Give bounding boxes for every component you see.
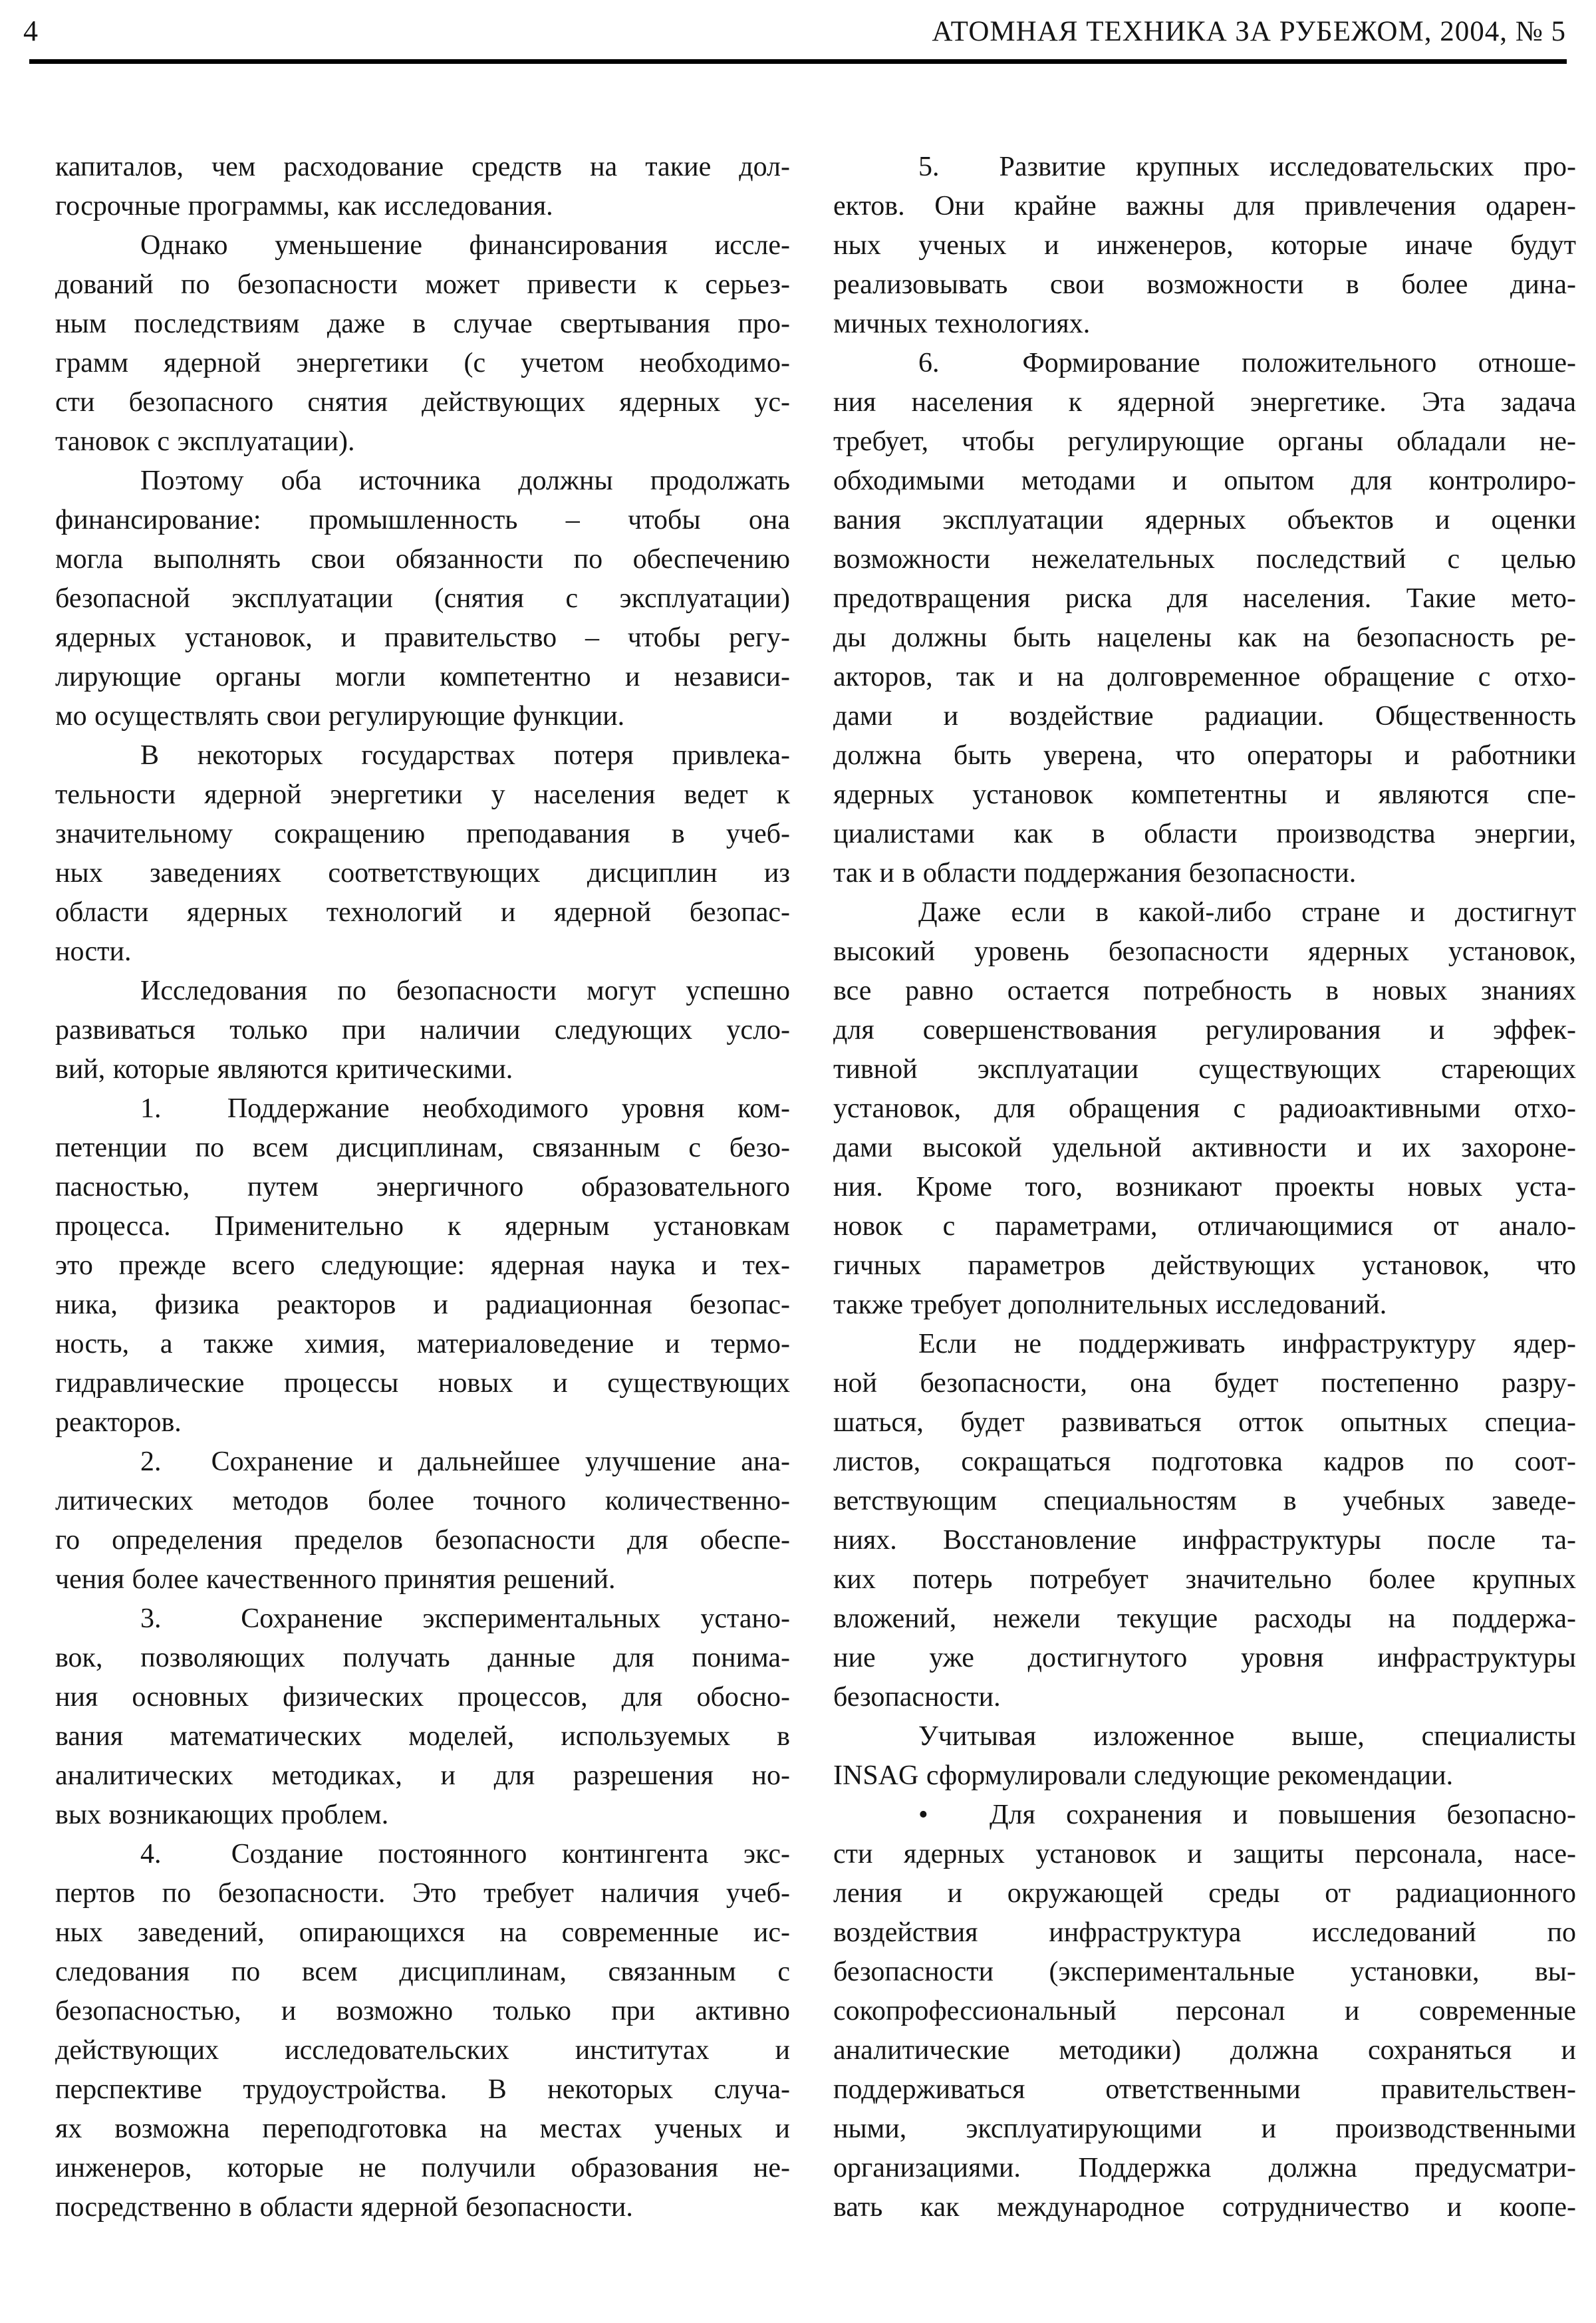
text-line: ядерных установок компетентны и являются спе- <box>833 779 1576 810</box>
paragraph <box>833 1796 1576 2227</box>
text-line: вий, которые являются критическими. <box>55 1054 513 1085</box>
text-line: ких потерь потребует значительно более крупных <box>833 1564 1576 1595</box>
text-line: ных ученых и инженеров, которые иначе будут <box>833 230 1576 261</box>
text-line: дований по безопасности может привести к серьез- <box>55 269 790 300</box>
text-line: 4. Создание постоянного контингента экс- <box>140 1839 790 1869</box>
paragraph <box>833 148 1576 344</box>
text-line: следования по всем дисциплинам, связанным с <box>55 1957 790 1987</box>
text-line: обходимыми методами и опытом для контролиро- <box>833 466 1576 496</box>
text-line: развиваться только при наличии следующих усло- <box>55 1015 790 1045</box>
text-line: ядерных установок, и правительство – чтобы регу- <box>55 622 790 653</box>
text-line: вать как международное сотрудничество и коопе- <box>833 2192 1576 2223</box>
text-line: так и в области поддержания безопасности. <box>833 858 1357 888</box>
text-line: дами и воздействие радиации. Общественность <box>833 701 1576 732</box>
text-line: ной безопасности, она будет постепенно разру- <box>833 1368 1576 1399</box>
text-line: ным последствиям даже в случае свертывания про- <box>55 309 790 339</box>
text-line: безопасности. <box>833 1682 1001 1712</box>
paragraph <box>55 148 790 226</box>
text-line: капиталов, чем расходование средств на такие дол- <box>55 152 790 182</box>
text-line: установок, для обращения с радиоактивными отхо- <box>833 1093 1576 1124</box>
text-line: 1. Поддержание необходимого уровня ком- <box>140 1093 790 1124</box>
text-line: 3. Сохранение экспериментальных устано- <box>140 1603 790 1634</box>
text-line: высокий уровень безопасности ядерных установок, <box>833 936 1576 967</box>
text-line: ность, а также химия, материаловедение и термо- <box>55 1329 790 1359</box>
text-line: ных заведений, опирающихся на современные ис- <box>55 1917 790 1948</box>
text-line: госрочные программы, как исследования. <box>55 191 553 221</box>
text-line: сокопрофессиональный персонал и современные <box>833 1996 1576 2026</box>
text-line: листов, сокращаться подготовка кадров по соот- <box>833 1446 1576 1477</box>
paragraph <box>833 893 1576 1325</box>
text-line: Однако уменьшение финансирования иссле- <box>140 230 790 261</box>
text-line: вложений, нежели текущие расходы на поддержа- <box>833 1603 1576 1634</box>
text-line: инженеров, которые не получили образования не- <box>55 2153 790 2183</box>
text-line: ды должны быть нацелены как на безопасность ре- <box>833 622 1576 653</box>
paragraph <box>833 1717 1576 1796</box>
text-line: безопасностью, и возможно только при активно <box>55 1996 790 2026</box>
text-line: гидравлические процессы новых и существующих <box>55 1368 790 1399</box>
text-line: новок с параметрами, отличающимися от анало- <box>833 1211 1576 1242</box>
text-line: 2. Сохранение и дальнейшее улучшение ана- <box>140 1446 790 1477</box>
text-line: ных заведениях соответствующих дисциплин из <box>55 858 790 888</box>
text-line: Поэтому оба источника должны продолжать <box>140 466 790 496</box>
text-line: тельности ядерной энергетики у населения ведет к <box>55 779 790 810</box>
text-line: • Для сохранения и повышения безопасно- <box>918 1800 1576 1830</box>
text-line: перспективе трудоустройства. В некоторых случа- <box>55 2074 790 2105</box>
text-line: Если не поддерживать инфраструктуру ядер- <box>918 1329 1576 1359</box>
text-line: ниях. Восстановление инфраструктуры после та- <box>833 1525 1576 1556</box>
text-line: действующих исследовательских институтах и <box>55 2035 790 2066</box>
text-line: 6. Формирование положительного отноше- <box>918 348 1576 378</box>
text-line: значительному сокращению преподавания в учеб- <box>55 819 790 849</box>
text-line: могла выполнять свои обязанности по обеспечению <box>55 544 790 575</box>
left-column <box>55 148 790 2227</box>
text-line: воздействия инфраструктура исследований по <box>833 1917 1576 1948</box>
text-line: реализовывать свои возможности в более дина- <box>833 269 1576 300</box>
journal-title: АТОМНАЯ ТЕХНИКА ЗА РУБЕЖОМ, 2004, № 5 <box>932 16 1566 47</box>
text-line: вания математических моделей, используемых в <box>55 1721 790 1752</box>
text-line: ния основных физических процессов, для обосно- <box>55 1682 790 1712</box>
text-line: требует, чтобы регулирующие органы обладали не- <box>833 426 1576 457</box>
text-line: шаться, будет развиваться отток опытных специа- <box>833 1407 1576 1438</box>
paragraph <box>55 1442 790 1599</box>
text-line: пасностью, путем энергичного образовательного <box>55 1172 790 1202</box>
text-line: ника, физика реакторов и радиационная безопас- <box>55 1290 790 1320</box>
text-line: для совершенствования регулирования и эффек- <box>833 1015 1576 1045</box>
page-number: 4 <box>23 15 38 47</box>
text-line: грамм ядерной энергетики (с учетом необходимо- <box>55 348 790 378</box>
text-line: ности. <box>55 936 132 967</box>
right-column <box>833 148 1576 2227</box>
paragraph <box>55 972 790 1089</box>
text-line: поддерживаться ответственными правительствен- <box>833 2074 1576 2105</box>
text-line: мичных технологиях. <box>833 309 1091 339</box>
text-columns <box>0 148 1596 2227</box>
text-line: организациями. Поддержка должна предусматри- <box>833 2153 1576 2183</box>
text-line: дами высокой удельной активности и их захороне- <box>833 1133 1576 1163</box>
text-line: ветствующим специальностям в учебных заведе- <box>833 1486 1576 1516</box>
text-line: вок, позволяющих получать данные для понима- <box>55 1643 790 1673</box>
text-line: это прежде всего следующие: ядерная наука и тех- <box>55 1250 790 1281</box>
text-line: безопасности (экспериментальные установки, вы- <box>833 1957 1576 1987</box>
text-line: области ядерных технологий и ядерной безопас- <box>55 897 790 928</box>
text-line: В некоторых государствах потеря привлека- <box>140 740 790 771</box>
text-line: гичных параметров действующих установок, что <box>833 1250 1576 1281</box>
text-line: все равно остается потребность в новых знаниях <box>833 976 1576 1006</box>
text-line: ными, эксплуатирующими и производственными <box>833 2114 1576 2144</box>
text-line: акторов, так и на долговременное обращение с отхо- <box>833 662 1576 692</box>
text-line: ния. Кроме того, возникают проекты новых уста- <box>833 1172 1576 1202</box>
text-line: вых возникающих проблем. <box>55 1800 389 1830</box>
header-rule <box>29 59 1567 64</box>
paragraph <box>55 226 790 462</box>
page-header <box>0 0 1596 49</box>
text-line: ние уже достигнутого уровня инфраструктуры <box>833 1643 1576 1673</box>
paragraph <box>55 1599 790 1835</box>
text-line: тановок с эксплуатации). <box>55 426 355 457</box>
paragraph <box>55 736 790 972</box>
paragraph <box>55 1835 790 2227</box>
text-line: тивной эксплуатации существующих стареющих <box>833 1054 1576 1085</box>
text-line: чения более качественного принятия решений. <box>55 1564 616 1595</box>
text-line: 5. Развитие крупных исследовательских про- <box>918 152 1576 182</box>
text-line: циалистами как в области производства энергии, <box>833 819 1576 849</box>
text-line: безопасной эксплуатации (снятия с эксплуатации) <box>55 583 790 614</box>
text-line: Учитывая изложенное выше, специалисты <box>918 1721 1576 1752</box>
paragraph <box>55 1089 790 1442</box>
text-line: аналитические методики) должна сохраняться и <box>833 2035 1576 2066</box>
text-line: Даже если в какой-либо стране и достигнут <box>918 897 1576 928</box>
text-line: возможности нежелательных последствий с целью <box>833 544 1576 575</box>
text-line: процесса. Применительно к ядерным установкам <box>55 1211 790 1242</box>
paragraph <box>55 462 790 736</box>
text-line: INSAG сформулировали следующие рекомендации. <box>833 1760 1454 1791</box>
text-line: вания эксплуатации ядерных объектов и оценки <box>833 505 1576 535</box>
text-line: сти безопасного снятия действующих ядерных ус- <box>55 387 790 418</box>
text-line: финансирование: промышленность – чтобы она <box>55 505 790 535</box>
text-line: ния населения к ядерной энергетике. Эта задача <box>833 387 1576 418</box>
text-line: ектов. Они крайне важны для привлечения одарен- <box>833 191 1576 221</box>
text-line: го определения пределов безопасности для обеспе- <box>55 1525 790 1556</box>
text-line: реакторов. <box>55 1407 182 1438</box>
text-line: петенции по всем дисциплинам, связанным с безо- <box>55 1133 790 1163</box>
text-line: ления и окружающей среды от радиационного <box>833 1878 1576 1909</box>
text-line: мо осуществлять свои регулирующие функции. <box>55 701 625 732</box>
text-line: посредственно в области ядерной безопасности. <box>55 2192 633 2223</box>
text-line: аналитических методиках, и для разрешения но- <box>55 1760 790 1791</box>
text-line: лирующие органы могли компетентно и независи- <box>55 662 790 692</box>
text-line: ях возможна переподготовка на местах ученых и <box>55 2114 790 2144</box>
text-line: пертов по безопасности. Это требует наличия учеб- <box>55 1878 790 1909</box>
text-line: также требует дополнительных исследований. <box>833 1290 1387 1320</box>
text-line: Исследования по безопасности могут успешно <box>140 976 790 1006</box>
text-line: должна быть уверена, что операторы и работники <box>833 740 1576 771</box>
text-line: сти ядерных установок и защиты персонала, насе- <box>833 1839 1576 1869</box>
paragraph <box>833 344 1576 893</box>
text-line: литических методов более точного количественно- <box>55 1486 790 1516</box>
paragraph <box>833 1325 1576 1717</box>
text-line: предотвращения риска для населения. Такие мето- <box>833 583 1576 614</box>
